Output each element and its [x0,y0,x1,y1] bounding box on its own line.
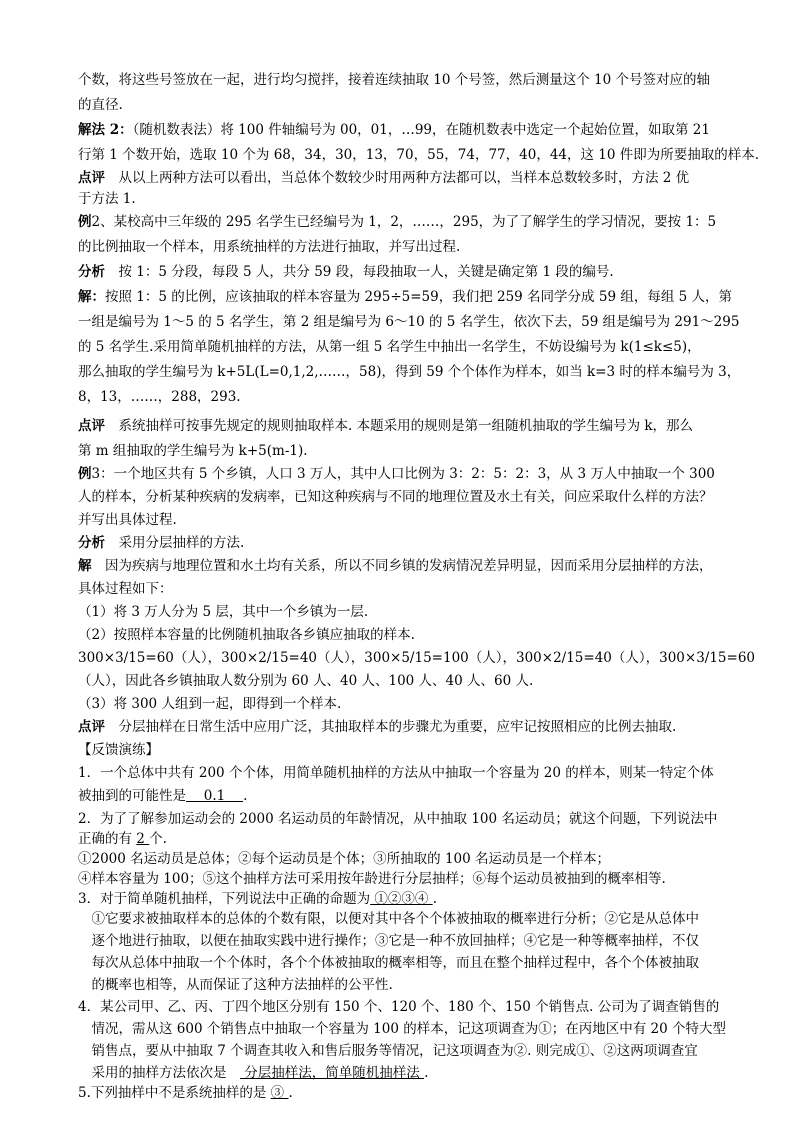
line-text: 【反馈演练】 [78,742,159,758]
line-text: 那么抽取的学生编号为 k+5L(L=0,1,2,……，58)，得到 59 个个体作为样本，如当 k=3 时的样本编号为 3， [78,364,741,380]
line-text: 采用分层抽样的方法. [105,535,245,551]
line-text: ①2000 名运动员是总体；②每个运动员是个体；③所抽取的 100 名运动员是一个样本； [78,851,610,867]
line-text-tail: . [243,788,248,804]
line-text: 1．一个总体中共有 200 个个体，用简单随机抽样的方法从中抽取一个容量为 20 的样本，则某一特定个体 [78,765,714,781]
line-text: 3：一个地区共有 5 个乡镇，人口 3 万人，其中人口比例为 3：2：5：2：3，从 3 万人中抽取一个 300 [91,466,715,482]
text-line [78,649,755,667]
line-text: 具体过程如下： [78,581,173,597]
text-line [78,910,699,928]
text-line [78,96,123,114]
text-line [78,190,136,208]
label-bold: 例 [78,466,92,482]
line-text-tail: . [424,1065,429,1081]
line-text-tail: . [432,891,437,907]
line-text: 2、某校高中三年级的 295 名学生已经编号为 1，2，……，295，为了了解学生的学习情况，要按 1：5 [91,214,717,230]
text-line [78,511,177,529]
line-text: 4．某公司甲、乙、丙、丁四个地区分别有 150 个、120 个、180 个、150 个销售点. 公司为了调查销售的 [78,999,720,1015]
text-line [78,338,701,356]
line-text: 分层抽样在日常生活中应用广泛，其抽取样本的步骤尤为重要，应牢记按照相应的比例去抽取. [105,719,677,735]
text-line [78,976,393,994]
line-text-tail: . [288,1085,293,1101]
text-line [78,932,699,950]
line-text: 逐个地进行抽取，以便在抽取实践中进行操作；③它是一种不放回抽样；④它是一种等概率抽样，不仅 [78,933,699,949]
label-bold: 分析 [78,535,105,551]
line-text: （3）将 300 人组到一起，即得到一个样本. [78,696,342,712]
text-line [78,741,159,759]
line-text: 采用的抽样方法依次是 [78,1065,240,1081]
line-text: 从以上两种方法可以看出，当总体个数较少时用两种方法都可以，当样本总数较多时，方法 2 优 [105,170,690,186]
line-text: 个数，将这些号签放在一起，进行均匀搅拌，接着连续抽取 10 个号签，然后测量这个 10 个号签对应的轴 [78,72,711,88]
text-line [78,695,341,713]
text-line [78,442,308,460]
label-bold: 解： [78,289,105,305]
line-text: 并写出具体过程. [78,512,177,528]
line-text: 人的样本，分析某种疾病的发病率，已知这种疾病与不同的地理位置及水土有关，问应采取什么样的方法？ [78,489,713,505]
label-bold: 解法 2： [78,122,133,138]
text-line [78,557,713,575]
line-text: 系统抽样可按事先规定的规则抽取样本. 本题采用的规则是第一组随机抽取的学生编号为 k，那么 [105,418,694,434]
line-text: 每次从总体中抽取一个个体时，各个个体被抽取的概率相等，而且在整个抽样过程中，各个个体被抽取 [78,955,699,971]
text-line [78,830,167,848]
label-bold: 例 [78,214,92,230]
line-text: 8，13，……，288，293. [78,389,241,405]
line-text: （随机数表法）将 100 件轴编号为 00，01，…99，在随机数表中选定一个起始位置，如取第 21 [132,122,710,138]
text-line [78,890,437,908]
line-text: （1）将 3 万人分为 5 层，其中一个乡镇为一层. [78,604,369,620]
text-line [78,263,614,281]
text-line [78,71,710,89]
text-line [78,870,666,888]
text-line [78,388,241,406]
line-text: 被抽到的可能性是 [78,788,186,804]
line-text: 按 1：5 分段，每段 5 人，共分 59 段，每段抽取一人，关键是确定第 1 段的编号. [105,264,614,280]
line-text: ①它要求被抽取样本的总体的个数有限，以便对其中各个个体被抽取的概率进行分析；②它是从总体中 [78,911,699,927]
line-text: 于方法 1. [78,191,136,207]
text-line [78,810,717,828]
text-line [78,1064,428,1082]
text-line [78,718,676,736]
line-text: 因为疾病与地理位置和水土均有关系，所以不同乡镇的发病情况差异明显，因而采用分层抽样的方法， [91,558,713,574]
line-text: 的比例抽取一个样本，用系统抽样的方法进行抽取，并写出过程. [78,239,461,255]
text-line [78,169,689,187]
text-line [78,534,244,552]
line-text: 一组是编号为 1～5 的 5 名学生，第 2 组是编号为 6～10 的 5 名学生，依次下去，59 组是编号为 291～295 [78,314,740,330]
answer-blank: ①②③④ [370,891,433,907]
label-bold: 分析 [78,264,105,280]
text-line [78,1042,698,1060]
answer-blank: 0.1 [186,788,244,804]
text-line [78,417,693,435]
line-text: （2）按照样本容量的比例随机抽取各乡镇应抽取的样本. [78,627,415,643]
text-line [78,787,247,805]
line-text: 2．为了了解参加运动会的 2000 名运动员的年龄情况，从中抽取 100 名运动员；就这个问题，下列说法中 [78,811,718,827]
line-text: ④样本容量为 100；⑤这个抽样方法可采用按年龄进行分层抽样；⑥每个运动员被抽到的概率相等. [78,871,666,887]
text-line [78,626,415,644]
text-line [78,313,739,331]
text-line [78,603,368,621]
line-text: 的概率也相等，从而保证了这种方法抽样的公平性. [78,977,393,993]
label-bold: 点评 [78,418,105,434]
line-text: 正确的有 [78,831,137,847]
line-text: 销售点，要从中抽取 7 个调查其收入和售后服务等情况，记这项调查为②. 则完成①、②这两项调查宜 [78,1043,698,1059]
label-bold: 点评 [78,719,105,735]
line-text: 按照 1：5 的比例，应该抽取的样本容量为 295÷5=59，我们把 259 名同学分成 59 组，每组 5 人，第 [105,289,732,305]
text-line [78,580,173,598]
line-text: 情况，需从这 600 个销售点中抽取一个容量为 100 的样本，记这项调查为①；在丙地区中有 20 个特大型 [78,1021,726,1037]
text-line [78,146,759,164]
text-line [78,850,610,868]
answer-blank: 2 [136,831,150,847]
line-text: （人），因此各乡镇抽取人数分别为 60 人、40 人、100 人、40 人、60 人. [78,673,534,689]
line-text: 第 m 组抽取的学生编号为 k+5(m-1). [78,443,308,459]
line-text: 3．对于简单随机抽样，下列说法中正确的命题为 [78,891,371,907]
answer-blank: 分层抽样法，简单随机抽样法 [240,1065,425,1081]
text-line [78,672,533,690]
text-line [78,363,740,381]
text-line [78,213,716,231]
answer-blank: ③ [270,1085,289,1101]
line-text: 的 5 名学生.采用简单随机抽样的方法，从第一组 5 名学生中抽出一名学生，不妨设编号为 k(1≤k≤5)， [78,339,701,355]
line-text: 300×3/15=60（人），300×2/15=40（人），300×5/15=100（人），300×2/15=40（人），300×3/15=60 [78,650,756,666]
text-line [78,764,714,782]
text-line [78,488,713,506]
text-line [78,954,699,972]
text-line [78,998,719,1016]
text-line [78,1020,726,1038]
line-text: 行第 1 个数开始，选取 10 个为 68，34，30，13，70，55，74，77，40，44，这 10 件即为所要抽取的样本. [78,147,760,163]
line-text: 的直径. [78,97,123,113]
text-line [78,121,710,139]
label-bold: 点评 [78,170,105,186]
label-bold: 解 [78,558,92,574]
text-line [78,465,715,483]
line-text: 5.下列抽样中不是系统抽样的是 [78,1085,271,1101]
text-line [78,238,460,256]
text-line [78,1084,293,1102]
text-line [78,288,732,306]
line-text-tail: 个. [149,831,167,847]
